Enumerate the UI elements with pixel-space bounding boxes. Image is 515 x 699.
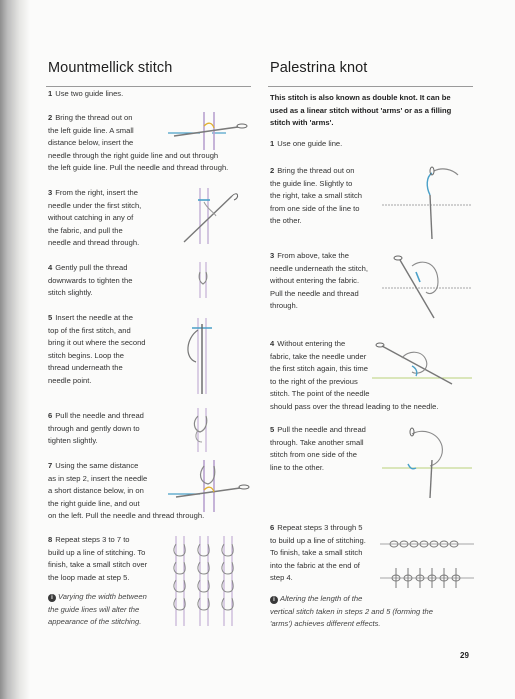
left-step-8: 8 Repeat steps 3 to 7 to build up a line of stitching. To finish, take a small stitch over the loop made at step 5. — [48, 535, 148, 582]
palestrina-linear-row-illustration — [380, 535, 476, 553]
right-step-1: 1 Use one guide line. — [270, 139, 343, 148]
page-number: 29 — [460, 651, 469, 660]
left-column-title: Mountmellick stitch — [48, 60, 173, 76]
right-step-3: 3 From above, take the needle underneath the stitch, without entering the fabric. Pull the needle and thread through. — [270, 251, 368, 311]
right-step-6: 6 Repeat steps 3 through 5 to build up a line of stitching. To finish, take a small stitch into the fabric at the end of step 4. — [270, 523, 366, 583]
info-icon: i — [48, 594, 56, 602]
left-step-1: 1 Use two guide lines. — [48, 89, 124, 98]
mountmellick-step3-illustration — [180, 188, 242, 246]
left-step-3: 3 From the right, insert the needle under the first stitch, without catching in any of the fabric, and pull the needle and thread through. — [48, 188, 142, 248]
page-binding-shadow — [0, 0, 30, 699]
mountmellick-step2-illustration — [168, 112, 250, 152]
left-tip-note: i Varying the width between the guide lines will alter the appearance of the stitching. — [48, 592, 147, 627]
left-step-6: 6 Pull the needle and thread through and gently down to tighten slightly. — [48, 411, 144, 446]
left-step-4: 4 Gently pull the thread downwards to tighten the stitch slightly. — [48, 263, 133, 298]
mountmellick-step4-illustration — [192, 262, 216, 300]
palestrina-step2-illustration — [382, 165, 474, 241]
palestrina-step3-illustration — [382, 252, 474, 322]
right-step-2: 2 Bring the thread out on the guide line. Slightly to the right, take a small stitch from one side of the line to the other. — [270, 166, 363, 226]
palestrina-armed-row-illustration — [380, 566, 476, 590]
right-step-4: 4 Without entering the fabric, take the needle under the first stitch again, this time to the right of the previous stitch. The point of the needle should pass over the thread leading to the needle. — [270, 339, 439, 411]
mountmellick-finished-rows-illustration — [172, 536, 242, 628]
right-column-title: Palestrina knot — [270, 60, 368, 76]
palestrina-step5-illustration — [382, 424, 474, 500]
mountmellick-step7-illustration — [168, 460, 250, 514]
mountmellick-step6-illustration — [186, 408, 220, 454]
right-intro: This stitch is also known as double knot. It can be used as a linear stitch without 'arms' or as a filling stitch with 'arms'. — [270, 93, 452, 128]
mountmellick-step5-illustration — [180, 318, 230, 396]
right-step-5: 5 Pull the needle and thread through. Take another small stitch from one side of the line to the other. — [270, 425, 366, 472]
left-step-7: 7 Using the same distance as in step 2, insert the needle a short distance below, in on the right guide line, and out on the left. Pull the needle and thread through. — [48, 461, 205, 521]
left-step-2: 2 Bring the thread out on the left guide line. A small distance below, insert the needle through the right guide line and out through the left guide line. Pull the needle and thread through. — [48, 113, 229, 173]
right-title-rule — [268, 86, 473, 87]
right-tip-note: i Altering the length of the vertical stitch taken in steps 2 and 5 (forming the 'arms') achieves different effects. — [270, 594, 433, 629]
left-title-rule — [46, 86, 251, 87]
info-icon: i — [270, 596, 278, 604]
left-step-5: 5 Insert the needle at the top of the first stitch, and bring it out where the second stitch begins. Loop the thread underneath the needle point. — [48, 313, 146, 385]
palestrina-step4-illustration — [372, 340, 472, 396]
